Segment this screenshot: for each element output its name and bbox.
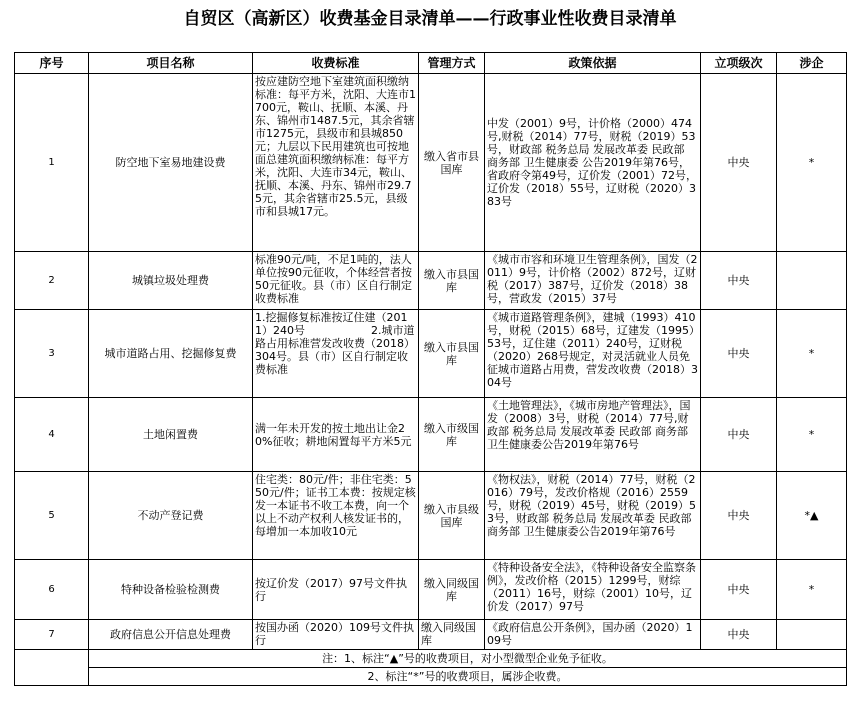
row-name: 土地闲置费 xyxy=(89,398,253,472)
header-basis: 政策依据 xyxy=(485,53,701,74)
row-level: 中央 xyxy=(701,398,777,472)
row-level: 中央 xyxy=(701,620,777,650)
row-standard: 住宅类：80元/件；非住宅类：550元/件；证书工本费：按规定核发一本证书不收工本费，向一个以上不动产权利人核发证书的，每增加一本加收10元 xyxy=(253,472,419,560)
table-row xyxy=(15,398,847,472)
row-level: 中央 xyxy=(701,560,777,620)
row-standard: 按国办函（2020）109号文件执行 xyxy=(253,620,419,650)
row-management: 缴入市县级国库 xyxy=(419,472,485,560)
row-basis: 《城市市容和环境卫生管理条例》，国发（2011）9号，计价格（2002）872号，辽财税（2017）387号，辽价发（2018）38号，营政发（2015）37号 xyxy=(485,252,701,310)
table-row xyxy=(15,74,847,252)
row-basis: 《物权法》，财税（2014）77号，财税（2016）79号，发改价格规（2016）2559号，财税（2019）45号，财税（2019）53号，财政部 税务总局 发展改革委 民政部 商务部 卫生健康委公告2019年第76号 xyxy=(485,472,701,560)
row-enterprise: * xyxy=(777,398,847,472)
row-standard: 1.挖掘修复标准按辽住建（2011）240号 2.城市道路占用标准营发改收费（2018）304号。县（市）区自行制定收费标准 xyxy=(253,310,419,398)
row-no: 2 xyxy=(15,252,89,310)
header-no: 序号 xyxy=(15,53,89,74)
row-name: 不动产登记费 xyxy=(89,472,253,560)
row-no: 5 xyxy=(15,472,89,560)
row-enterprise xyxy=(777,252,847,310)
page-title: 自贸区（高新区）收费基金目录清单——行政事业性收费目录清单 xyxy=(183,9,677,29)
row-name: 城镇垃圾处理费 xyxy=(89,252,253,310)
row-name: 政府信息公开信息处理费 xyxy=(89,620,253,650)
row-level: 中央 xyxy=(701,310,777,398)
header-level: 立项级次 xyxy=(701,53,777,74)
row-no: 7 xyxy=(15,620,89,650)
row-enterprise: *▲ xyxy=(777,472,847,560)
note-row xyxy=(15,650,847,668)
row-basis: 《特种设备安全法》，《特种设备安全监察条例》，发改价格（2015）1299号，财综（2011）16号，财综（2001）10号，辽价发（2017）97号 xyxy=(485,560,701,620)
row-no: 4 xyxy=(15,398,89,472)
row-name: 防空地下室易地建设费 xyxy=(89,74,253,252)
row-management: 缴入市县国库 xyxy=(419,252,485,310)
row-standard: 满一年未开发的按土地出让金20%征收；耕地闲置每平方米5元 xyxy=(253,398,419,472)
note-2: 2、标注“*”号的收费项目，属涉企收费。 xyxy=(89,668,847,686)
note-1: 注：1、标注“▲”号的收费项目，对小型微型企业免予征收。 xyxy=(89,650,847,668)
note-row xyxy=(15,668,847,686)
row-level: 中央 xyxy=(701,472,777,560)
table-row xyxy=(15,560,847,620)
row-basis: 中发（2001）9号，计价格（2000）474号,财税（2014）77号，财税（2019）53号，财政部 税务总局 发展改革委 民政部 商务部 卫生健康委 公告2019年第76号，省政府令第49号，辽价发（2001）72号，辽价发（2018）55号，辽财税（2020）383号 xyxy=(485,74,701,252)
row-management: 缴入市县国库 xyxy=(419,310,485,398)
row-enterprise xyxy=(777,620,847,650)
row-basis: 《城市道路管理条例》，建城（1993）410号，财税（2015）68号，辽建发（1995）53号，辽住建（2011）240号，辽财税（2020）268号规定，对灵活就业人员免征城市道路占用费，营发改收费（2018）304号 xyxy=(485,310,701,398)
row-no: 1 xyxy=(15,74,89,252)
header-management: 管理方式 xyxy=(419,53,485,74)
row-enterprise: * xyxy=(777,560,847,620)
header-standard: 收费标准 xyxy=(253,53,419,74)
row-standard: 按应建防空地下室建筑面积缴纳标准：每平方米，沈阳、大连市1700元，鞍山、抚顺、本溪、丹东、锦州市1487.5元，其余省辖市1275元，县级市和县城850元；九层以下民用建筑也可按地面总建筑面积缴纳标准：每平方米，沈阳、大连市34元，鞍山、抚顺、本溪、丹东、锦州市29.75元，其余省辖市25.5元，县级市和县城17元。 xyxy=(253,74,419,252)
table-row xyxy=(15,472,847,560)
row-enterprise: * xyxy=(777,74,847,252)
row-standard: 标准90元/吨，不足1吨的，法人单位按90元征收，个体经营者按50元征收。县（市）区自行制定收费标准 xyxy=(253,252,419,310)
table-row xyxy=(15,310,847,398)
row-no: 6 xyxy=(15,560,89,620)
header-name: 项目名称 xyxy=(89,53,253,74)
row-basis: 《土地管理法》，《城市房地产管理法》，国发（2008）3号，财税（2014）77号,财政部 税务总局 发展改革委 民政部 商务部 卫生健康委公告2019年第76号 xyxy=(485,398,701,472)
row-standard: 按辽价发（2017）97号文件执行 xyxy=(253,560,419,620)
row-basis: 《政府信息公开条例》，国办函（2020）109号 xyxy=(485,620,701,650)
row-name: 特种设备检验检测费 xyxy=(89,560,253,620)
row-management: 缴入同级国库 xyxy=(419,620,485,650)
row-enterprise: * xyxy=(777,310,847,398)
table-header-row xyxy=(15,53,847,74)
row-name: 城市道路占用、挖掘修复费 xyxy=(89,310,253,398)
row-no: 3 xyxy=(15,310,89,398)
row-management: 缴入同级国库 xyxy=(419,560,485,620)
table-row xyxy=(15,252,847,310)
row-level: 中央 xyxy=(701,74,777,252)
header-enterprise: 涉企 xyxy=(777,53,847,74)
row-management: 缴入市级国库 xyxy=(419,398,485,472)
fee-table xyxy=(14,52,847,686)
row-level: 中央 xyxy=(701,252,777,310)
table-row xyxy=(15,620,847,650)
row-management: 缴入省市县国库 xyxy=(419,74,485,252)
